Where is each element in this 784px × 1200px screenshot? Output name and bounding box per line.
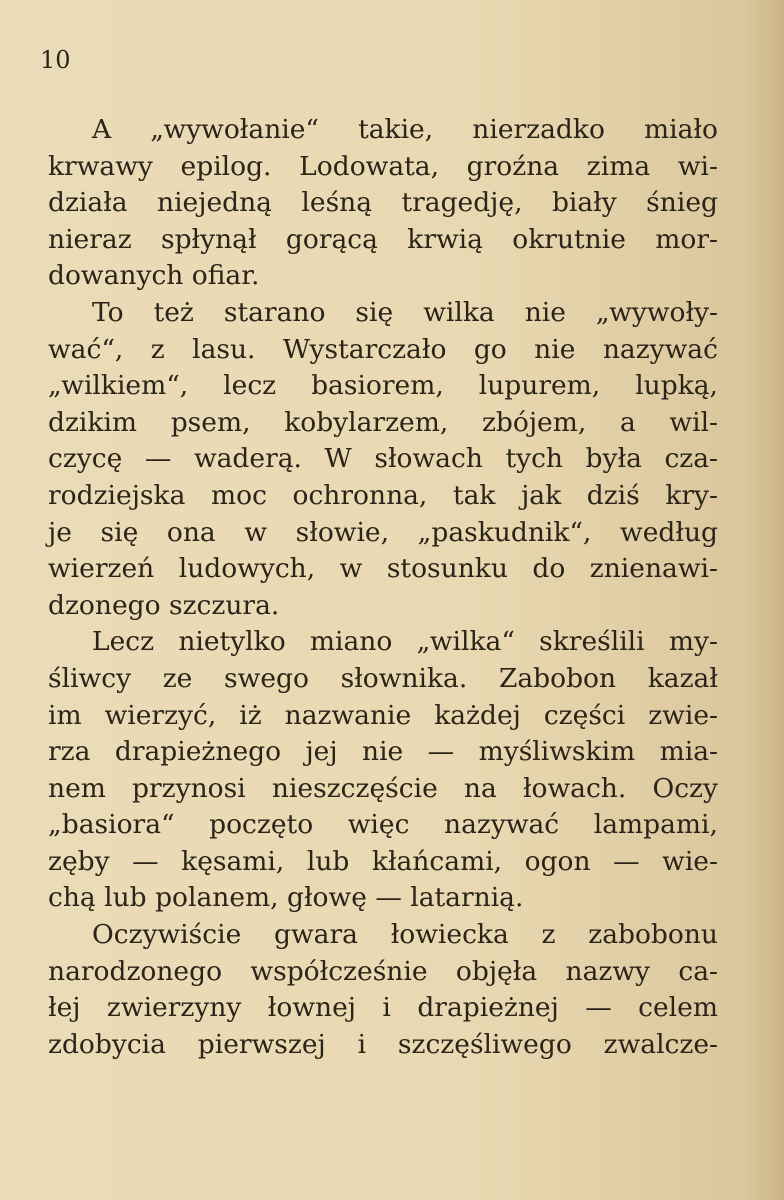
word: według bbox=[620, 516, 718, 548]
word: nazywać bbox=[602, 333, 718, 365]
word: kłańcami, bbox=[371, 845, 503, 877]
word: biały bbox=[551, 187, 617, 219]
word: śliwcy bbox=[48, 662, 132, 694]
word: mia‐ bbox=[659, 736, 718, 768]
word: poczęto bbox=[209, 809, 314, 841]
word: — bbox=[427, 736, 455, 768]
word: gwara bbox=[274, 919, 358, 951]
word: na bbox=[463, 772, 497, 804]
word: leśną bbox=[301, 187, 373, 219]
word: śnieg bbox=[646, 187, 718, 219]
text-line bbox=[48, 478, 718, 515]
word: łownej bbox=[267, 992, 356, 1024]
text-line bbox=[48, 368, 718, 405]
word: lupurem, bbox=[478, 370, 601, 402]
word: narodzonego bbox=[48, 955, 223, 987]
word: do bbox=[532, 553, 566, 585]
page-edge-shadow bbox=[744, 0, 784, 1200]
word: szczura. bbox=[168, 589, 280, 621]
text-line bbox=[48, 222, 718, 259]
word: nie bbox=[362, 736, 404, 768]
word: groźna bbox=[466, 150, 560, 182]
word: okrutnie bbox=[512, 223, 626, 255]
text-line bbox=[48, 149, 718, 186]
text-line bbox=[48, 551, 718, 588]
word: „paskudnik“, bbox=[417, 516, 592, 548]
word: głowę bbox=[287, 882, 376, 914]
text-line bbox=[48, 880, 718, 917]
text-line bbox=[48, 112, 718, 149]
word: ona bbox=[166, 516, 216, 548]
word: To bbox=[92, 296, 124, 328]
word: „basiora“ bbox=[48, 809, 175, 841]
word: — bbox=[132, 845, 159, 877]
word: z bbox=[541, 919, 556, 951]
word: gorącą bbox=[285, 223, 378, 255]
word: myśliwskim bbox=[478, 736, 636, 768]
word: ogon bbox=[524, 845, 591, 877]
word: Lecz bbox=[92, 626, 155, 658]
word: też bbox=[153, 296, 194, 328]
word: drapieżnego bbox=[114, 736, 282, 768]
word: takie, bbox=[358, 114, 434, 145]
word: przynosi bbox=[132, 772, 246, 804]
word: działa bbox=[48, 187, 128, 219]
word: każdej bbox=[434, 699, 521, 731]
word: i bbox=[382, 992, 391, 1024]
word: słownika. bbox=[340, 662, 468, 694]
text-line bbox=[48, 295, 718, 332]
text-line bbox=[48, 844, 718, 881]
word: miało bbox=[644, 114, 718, 145]
word: nazwanie bbox=[284, 699, 412, 731]
text-line bbox=[48, 515, 718, 552]
word: moc bbox=[210, 479, 267, 511]
word: dzonego bbox=[48, 589, 169, 621]
word: Wystarczało bbox=[282, 333, 447, 365]
word: łej bbox=[48, 992, 81, 1024]
word: — bbox=[585, 992, 612, 1024]
word: niejedną bbox=[157, 187, 272, 219]
word: my‐ bbox=[668, 626, 718, 658]
word: nie bbox=[524, 296, 566, 328]
text-line bbox=[48, 698, 718, 735]
word: kęsami, bbox=[181, 845, 285, 877]
word: ca‐ bbox=[678, 955, 718, 987]
word: jak bbox=[521, 479, 562, 511]
text-line bbox=[48, 405, 718, 442]
word: rza bbox=[48, 736, 91, 768]
word: lupką, bbox=[635, 370, 718, 402]
word: — bbox=[375, 882, 411, 914]
word: im bbox=[48, 699, 82, 731]
text-line bbox=[48, 332, 718, 369]
word: tak bbox=[452, 479, 496, 511]
word: epilog. bbox=[180, 150, 272, 182]
text-line bbox=[48, 588, 718, 625]
word: drapieżnej bbox=[417, 992, 559, 1024]
word: kobylarzem, bbox=[284, 406, 449, 438]
word: cza‐ bbox=[664, 443, 718, 475]
word: dowanych bbox=[48, 260, 192, 292]
word: dziś bbox=[586, 479, 640, 511]
word: Zabobon bbox=[498, 662, 617, 694]
word: lampami, bbox=[593, 809, 718, 841]
word: wi‐ bbox=[677, 150, 718, 182]
word: tragedję, bbox=[401, 187, 523, 219]
word: łowach. bbox=[522, 772, 627, 804]
word: słowie, bbox=[295, 516, 390, 548]
text-line bbox=[48, 917, 718, 954]
word: nazywać bbox=[444, 809, 560, 841]
word: zbójem, bbox=[481, 406, 587, 438]
word: Oczywiście bbox=[92, 919, 242, 951]
word: chą bbox=[48, 882, 105, 914]
word: nietylko bbox=[178, 626, 286, 658]
word: a bbox=[619, 406, 636, 438]
word: psem, bbox=[170, 406, 251, 438]
text-line bbox=[48, 441, 718, 478]
word: swego bbox=[224, 662, 309, 694]
word: nazwy bbox=[565, 955, 650, 987]
word: Oczy bbox=[652, 772, 718, 804]
word: spłynął bbox=[160, 223, 257, 255]
word: objęła bbox=[455, 955, 538, 987]
text-line bbox=[48, 990, 718, 1027]
word: ludowych, bbox=[178, 553, 316, 585]
word: zwie‐ bbox=[648, 699, 718, 731]
word: krwią bbox=[407, 223, 483, 255]
word: nie bbox=[534, 333, 576, 365]
word: w bbox=[339, 553, 363, 585]
word: stosunku bbox=[386, 553, 508, 585]
word: miano bbox=[309, 626, 393, 658]
word: wil‐ bbox=[669, 406, 718, 438]
word: — bbox=[613, 845, 640, 877]
word: lecz bbox=[223, 370, 277, 402]
word: latarnią. bbox=[410, 882, 524, 914]
word: tych bbox=[505, 443, 563, 475]
word: łowiecka bbox=[390, 919, 509, 951]
word: czycę bbox=[48, 443, 123, 475]
word: nierzadko bbox=[472, 114, 605, 145]
word: zwierzyny bbox=[106, 992, 242, 1024]
text-line bbox=[48, 661, 718, 698]
body-text bbox=[48, 112, 718, 1063]
word: nieraz bbox=[48, 223, 132, 255]
word: pierwszej bbox=[197, 1028, 326, 1060]
word: szczęśliwego bbox=[397, 1028, 572, 1060]
text-line bbox=[48, 734, 718, 771]
word: A bbox=[92, 114, 112, 145]
word: — bbox=[144, 443, 172, 475]
word: więc bbox=[347, 809, 410, 841]
word: ochronna, bbox=[292, 479, 428, 511]
text-line bbox=[48, 1027, 718, 1064]
word: waderą. bbox=[193, 443, 302, 475]
word: się bbox=[100, 516, 139, 548]
word: polanem, bbox=[155, 882, 287, 914]
text-line bbox=[48, 954, 718, 991]
word: basiorem, bbox=[311, 370, 444, 402]
word: lasu. bbox=[192, 333, 256, 365]
word: wierzyć, bbox=[104, 699, 217, 731]
word: wilka bbox=[423, 296, 495, 328]
word: słowach bbox=[374, 443, 483, 475]
word: „wilka“ bbox=[416, 626, 515, 658]
word: W bbox=[324, 443, 352, 475]
word: krwawy bbox=[48, 150, 153, 182]
word: „wywoły‐ bbox=[595, 296, 718, 328]
word: starano bbox=[223, 296, 326, 328]
word: znienawi‐ bbox=[589, 553, 718, 585]
word: kry‐ bbox=[665, 479, 718, 511]
text-line bbox=[48, 771, 718, 808]
word: Lodowata, bbox=[299, 150, 439, 182]
word: zima bbox=[586, 150, 651, 182]
word: dzikim bbox=[48, 406, 138, 438]
word: „wywołanie“ bbox=[150, 114, 319, 145]
word: wierzeń bbox=[48, 553, 155, 585]
word: go bbox=[473, 333, 507, 365]
word: wie‐ bbox=[662, 845, 718, 877]
word: rodziejska bbox=[48, 479, 186, 511]
word: skreślili bbox=[539, 626, 645, 658]
word: zwalcze‐ bbox=[603, 1028, 718, 1060]
word: zęby bbox=[48, 845, 110, 877]
word: iż bbox=[239, 699, 262, 731]
word: się bbox=[355, 296, 394, 328]
word: w bbox=[244, 516, 268, 548]
word: z bbox=[150, 333, 165, 365]
word: je bbox=[48, 516, 72, 548]
word: i bbox=[357, 1028, 367, 1060]
word: była bbox=[585, 443, 642, 475]
word: nem bbox=[48, 772, 106, 804]
word: jej bbox=[305, 736, 338, 768]
word: „wilkiem“, bbox=[48, 370, 189, 402]
word: kazał bbox=[647, 662, 718, 694]
word: wać“, bbox=[48, 333, 124, 365]
word: części bbox=[543, 699, 626, 731]
word: lub bbox=[306, 845, 350, 877]
word: zabobonu bbox=[588, 919, 718, 951]
word: nieszczęście bbox=[271, 772, 438, 804]
word: lub bbox=[104, 882, 156, 914]
word: celem bbox=[638, 992, 718, 1024]
text-line bbox=[48, 185, 718, 222]
text-line bbox=[48, 258, 718, 295]
word: ze bbox=[162, 662, 193, 694]
word: ofiar. bbox=[191, 260, 260, 292]
word: mor‐ bbox=[655, 223, 718, 255]
word: zdobycia bbox=[48, 1028, 166, 1060]
word: współcześnie bbox=[250, 955, 428, 987]
text-line bbox=[48, 807, 718, 844]
page-number: 10 bbox=[40, 46, 71, 74]
text-line bbox=[48, 624, 718, 661]
